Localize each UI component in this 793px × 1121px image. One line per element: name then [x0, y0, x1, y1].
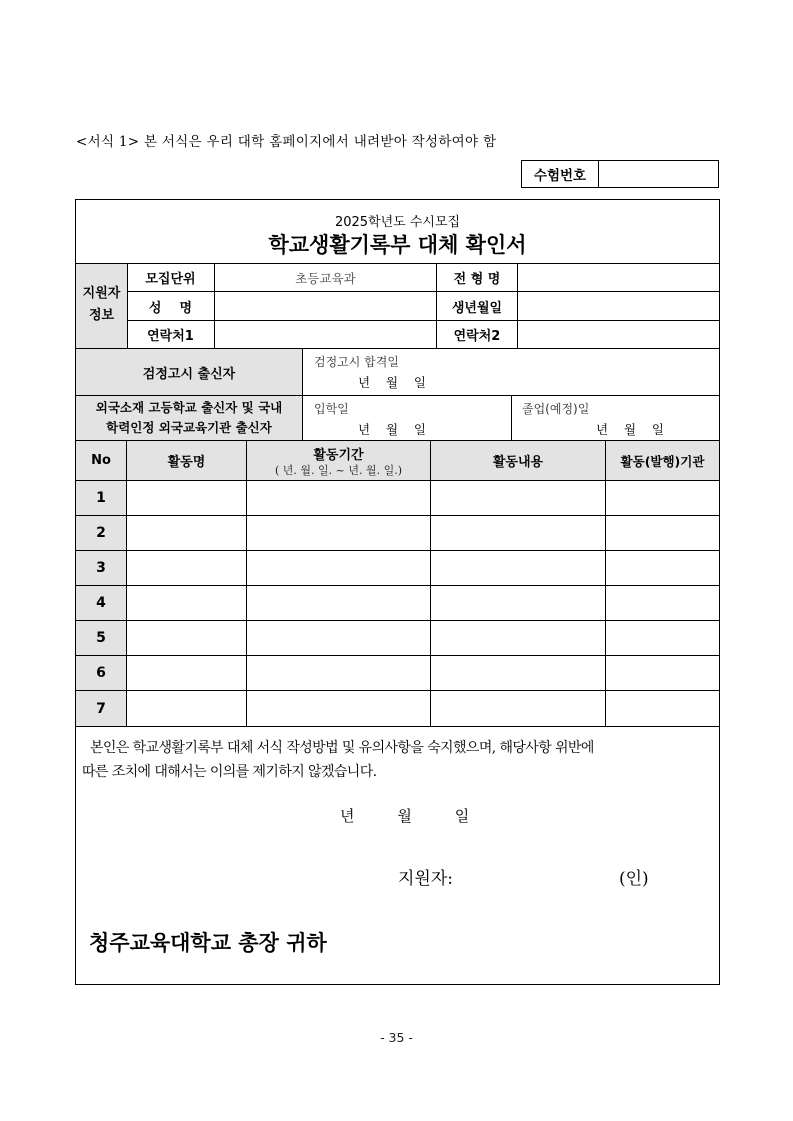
- header-activity-name: 활동명: [167, 455, 206, 470]
- header-issuer: 활동(발행)기관: [620, 453, 705, 469]
- contact2-field[interactable]: [518, 321, 719, 348]
- row-number: 6: [96, 665, 106, 681]
- rule: [246, 440, 247, 726]
- rule: [75, 395, 720, 396]
- rule: [75, 690, 720, 691]
- rule: [126, 440, 127, 726]
- dept-value[interactable]: 초등교육과: [295, 270, 356, 286]
- name-field[interactable]: [215, 292, 436, 320]
- admission-type-label: 전 형 명: [453, 272, 501, 287]
- ged-pass-date-field[interactable]: 년 월 일: [358, 375, 427, 390]
- header-period-format: ( 년. 월. 일. ~ 년. 월. 일.): [274, 464, 402, 477]
- rule: [511, 395, 512, 440]
- rule: [75, 620, 720, 621]
- rule: [75, 480, 720, 481]
- entry-date-field[interactable]: 년 월 일: [358, 422, 427, 437]
- entry-date-label: 입학일: [314, 402, 349, 416]
- page-number: - 35 -: [380, 1030, 413, 1045]
- rule: [302, 348, 303, 440]
- row-number: 7: [96, 700, 106, 717]
- row-number: 5: [96, 630, 106, 646]
- ged-label: 검정고시 출신자: [142, 366, 236, 382]
- row-number: 1: [96, 490, 106, 506]
- applicant-group-label-1: 지원자: [82, 286, 121, 301]
- rule: [430, 440, 431, 726]
- rule: [75, 550, 720, 551]
- form-note: <서식 1> 본 서식은 우리 대학 홈페이지에서 내려받아 작성하여야 함: [76, 134, 497, 150]
- dept-label: 모집단위: [145, 272, 196, 287]
- header-no: No: [91, 453, 111, 468]
- applicant-group-label-2: 정보: [88, 308, 115, 323]
- header-content: 활동내용: [492, 455, 544, 470]
- birth-label: 생년월일: [451, 300, 503, 316]
- exam-number-label: 수험번호: [522, 161, 599, 187]
- ged-pass-date-label: 검정고시 합격일: [314, 355, 399, 369]
- declaration-line-2: 따른 조치에 대해서는 이의를 제기하지 않겠습니다.: [82, 764, 377, 780]
- seal-mark: (인): [619, 869, 649, 889]
- contact1-field[interactable]: [215, 321, 436, 348]
- foreign-label-1: 외국소재 고등학교 출신자 및 국내: [95, 400, 283, 415]
- applicant-signature-label: 지원자:: [398, 869, 453, 889]
- row-number: 4: [96, 595, 106, 611]
- rule: [75, 585, 720, 586]
- row-number: 3: [96, 560, 106, 576]
- admission-type-field[interactable]: [518, 264, 719, 291]
- header-period: 활동기간: [313, 448, 364, 463]
- row-number: 2: [96, 525, 106, 541]
- foreign-label-2: 학력인정 외국교육기관 출신자: [106, 420, 272, 435]
- graduation-date-label: 졸업(예정)일: [522, 402, 590, 416]
- addressee: 청주교육대학교 총장 귀하: [89, 930, 327, 955]
- exam-number-field[interactable]: [599, 161, 718, 187]
- rule: [75, 726, 720, 727]
- contact1-label: 연락처1: [147, 329, 194, 344]
- exam-number-box: [521, 160, 719, 188]
- rule: [75, 655, 720, 656]
- form-subtitle: 2025학년도 수시모집: [334, 215, 461, 230]
- birth-field[interactable]: [518, 292, 719, 320]
- applicant-signature-field[interactable]: [460, 860, 610, 886]
- rule: [605, 440, 606, 726]
- name-label: 성 명: [148, 300, 193, 316]
- rule: [75, 515, 720, 516]
- declaration-line-1: 본인은 학교생활기록부 대체 서식 작성방법 및 유의사항을 숙지했으며, 해당사항 위반에: [90, 740, 594, 756]
- contact2-label: 연락처2: [453, 329, 501, 344]
- form-title: 학교생활기록부 대체 확인서: [268, 232, 527, 257]
- graduation-date-field[interactable]: 년 월 일: [596, 422, 665, 437]
- declaration-date[interactable]: 년 월 일: [340, 807, 470, 825]
